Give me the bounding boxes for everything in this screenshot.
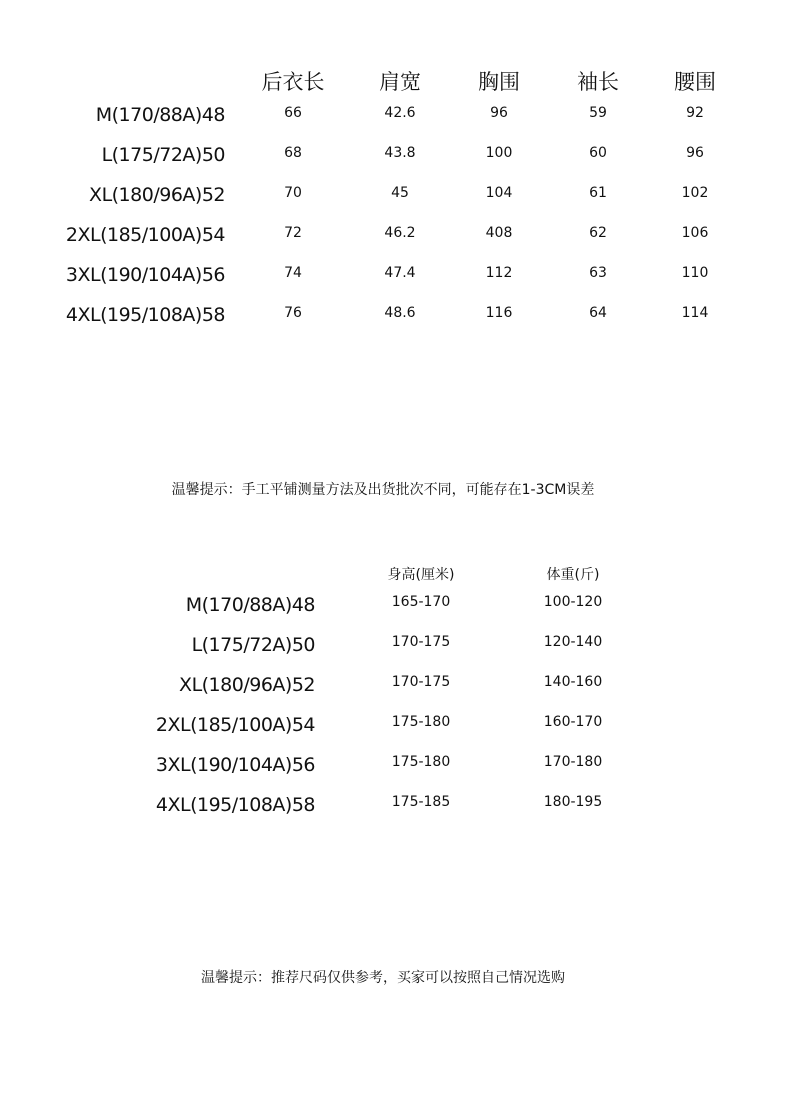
table1-header-sleeve: 袖长 <box>577 70 619 94</box>
table-cell: 46.2 <box>384 225 416 241</box>
table-cell: 120-140 <box>543 634 603 650</box>
table-cell: 114 <box>681 305 709 321</box>
table-cell: 116 <box>485 305 513 321</box>
size-label: XL(180/96A)52 <box>179 674 315 696</box>
size-label: 4XL(195/108A)58 <box>155 794 315 816</box>
table-cell: 106 <box>681 225 709 241</box>
table1-header-length: 后衣长 <box>261 70 325 94</box>
table-cell: 61 <box>589 185 607 201</box>
size-label: M(170/88A)48 <box>185 594 315 616</box>
table-cell: 62 <box>589 225 607 241</box>
table-cell: 70 <box>284 185 302 201</box>
size-label: M(170/88A)48 <box>95 104 225 126</box>
table-cell: 170-175 <box>391 674 451 690</box>
table-cell: 170-175 <box>391 634 451 650</box>
table-cell: 42.6 <box>384 105 416 121</box>
measurement-tip: 温馨提示：手工平铺测量方法及出货批次不同，可能存在1-3CM误差 <box>171 482 595 498</box>
size-label: L(175/72A)50 <box>191 634 315 656</box>
table-cell: 59 <box>589 105 607 121</box>
table-cell: 175-180 <box>391 754 451 770</box>
table1-header-chest: 胸围 <box>478 70 520 94</box>
table-cell: 45 <box>391 185 409 201</box>
table-cell: 104 <box>485 185 513 201</box>
table-cell: 63 <box>589 265 607 281</box>
table-cell: 66 <box>284 105 302 121</box>
table2-header-height: 身高(厘米) <box>387 567 455 583</box>
table-cell: 165-170 <box>391 594 451 610</box>
table-cell: 43.8 <box>384 145 416 161</box>
size-label: 3XL(190/104A)56 <box>65 264 225 286</box>
size-recommendation-tip: 温馨提示：推荐尺码仅供参考，买家可以按照自己情况选购 <box>201 970 565 986</box>
size-label: 2XL(185/100A)54 <box>155 714 315 736</box>
table-cell: 68 <box>284 145 302 161</box>
size-label: XL(180/96A)52 <box>89 184 225 206</box>
size-label: L(175/72A)50 <box>101 144 225 166</box>
size-label: 4XL(195/108A)58 <box>65 304 225 326</box>
table-cell: 175-185 <box>391 794 451 810</box>
size-label: 3XL(190/104A)56 <box>155 754 315 776</box>
table-cell: 175-180 <box>391 714 451 730</box>
table-cell: 64 <box>589 305 607 321</box>
table-cell: 102 <box>681 185 709 201</box>
table-cell: 60 <box>589 145 607 161</box>
table-cell: 96 <box>490 105 508 121</box>
table2-header-weight: 体重(斤) <box>546 567 600 583</box>
table-cell: 96 <box>686 145 704 161</box>
table-cell: 170-180 <box>543 754 603 770</box>
table-cell: 74 <box>284 265 302 281</box>
table-cell: 112 <box>485 265 513 281</box>
table-cell: 140-160 <box>543 674 603 690</box>
table-cell: 92 <box>686 105 704 121</box>
size-label: 2XL(185/100A)54 <box>65 224 225 246</box>
table-cell: 48.6 <box>384 305 416 321</box>
table-cell: 100 <box>485 145 513 161</box>
table-cell: 408 <box>485 225 513 241</box>
table-cell: 180-195 <box>543 794 603 810</box>
table-cell: 100-120 <box>543 594 603 610</box>
table-cell: 47.4 <box>384 265 416 281</box>
table1-header-shoulder: 肩宽 <box>379 70 421 94</box>
table-cell: 76 <box>284 305 302 321</box>
table-cell: 110 <box>681 265 709 281</box>
table1-header-waist: 腰围 <box>674 70 716 94</box>
table-cell: 72 <box>284 225 302 241</box>
table-cell: 160-170 <box>543 714 603 730</box>
